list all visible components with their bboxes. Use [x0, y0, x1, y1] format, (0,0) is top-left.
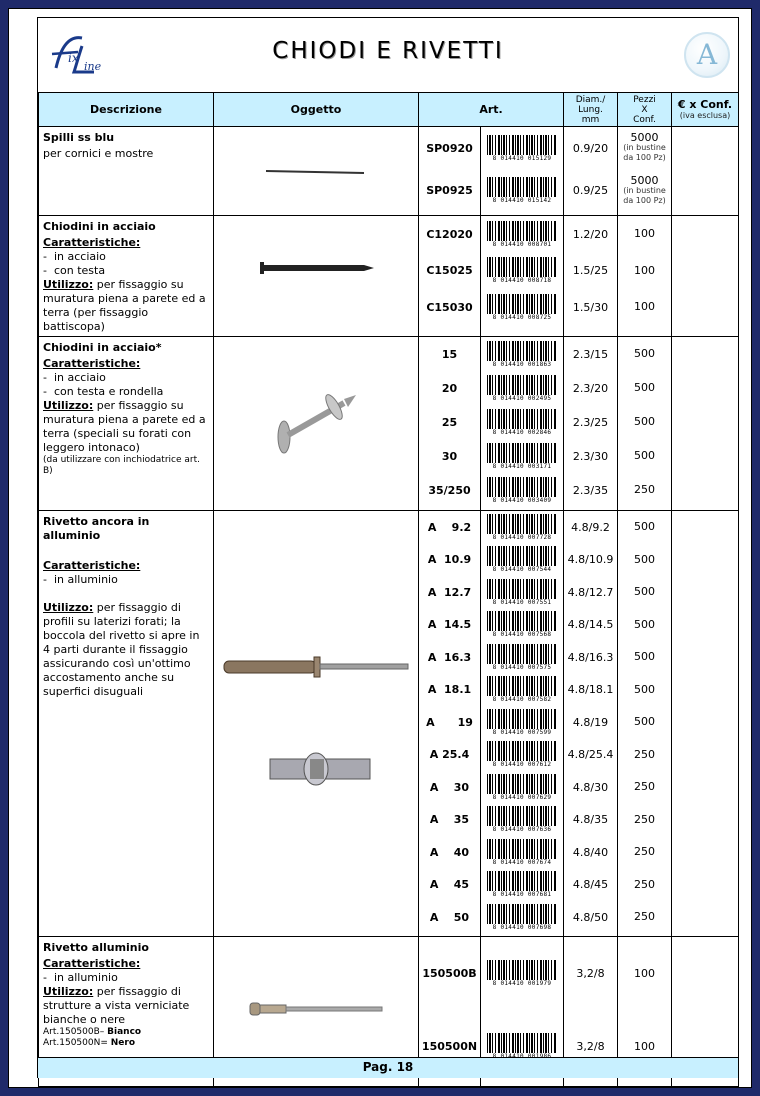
pieces-column: [618, 511, 672, 937]
col-oggetto: Oggetto: [214, 93, 419, 127]
barcode-icon: [487, 806, 557, 826]
pieces-per-pack: 500: [634, 617, 655, 631]
pieces-per-pack: 5000 (in bustine da 100 Pz): [618, 169, 671, 212]
barcode: [481, 739, 563, 772]
pieces-per-pack: 250: [634, 812, 655, 826]
article-code: A 12.7: [427, 585, 472, 599]
barcode-icon: [487, 709, 557, 729]
barcode: [481, 544, 563, 577]
barcode: [481, 216, 563, 252]
barcode: [481, 289, 563, 325]
article-code: A 35: [429, 813, 470, 827]
barcode-number: 8 014410 015142: [492, 197, 552, 204]
diameter-length: 3,2/8: [576, 967, 605, 980]
col-euro: € x Conf. (iva esclusa): [672, 93, 739, 127]
article-code: A 25.4: [429, 748, 470, 762]
product-group-row: [39, 337, 739, 511]
diameter-length: 2.3/15: [572, 347, 609, 361]
barcode-number: 8 014410 008718: [492, 277, 552, 284]
product-group-row: [39, 127, 739, 216]
barcode-number: 8 014410 003171: [492, 462, 552, 470]
pieces-per-pack: 500: [634, 552, 655, 566]
product-title: Rivetto alluminio: [43, 941, 149, 954]
product-title: Chiodini in acciaio*: [43, 341, 162, 354]
barcode-number: 8 014410 007575: [492, 663, 552, 671]
barcode-number: 8 014410 008725: [492, 313, 552, 321]
barcode-column: [481, 127, 564, 216]
barcode-number: 8 014410 007728: [492, 533, 552, 541]
diameter-length: 4.8/45: [572, 878, 609, 892]
barcode-number: 8 014410 008701: [492, 240, 552, 248]
barcode-icon: [487, 294, 557, 314]
barcode-number: 8 014410 007636: [492, 826, 552, 834]
article-code: 35/250: [428, 483, 471, 497]
barcode-column: [481, 337, 564, 511]
article-code: C15030: [426, 300, 473, 314]
feature-item: - con testa e rondella: [43, 385, 164, 398]
diameter-column: [564, 511, 618, 937]
barcode-icon: [487, 257, 557, 277]
diameter-length: 1.2/20: [572, 227, 609, 241]
article-code: 150500N: [421, 1040, 478, 1053]
features-label: Caratteristiche:: [43, 559, 141, 572]
barcode: [481, 937, 563, 1010]
product-table: [38, 92, 739, 1087]
price-cell: [672, 216, 739, 337]
diameter-length: 4.8/50: [572, 910, 609, 924]
product-image-cell: [214, 337, 419, 511]
barcode: [481, 674, 563, 707]
product-group-row: [39, 511, 739, 937]
barcode-icon: [487, 477, 557, 497]
article-code: SP0920: [426, 141, 473, 155]
barcode-number: 8 014410 007568: [492, 631, 552, 639]
diameter-length: 2.3/20: [572, 381, 609, 395]
product-group-row: [39, 216, 739, 337]
product-description: [39, 127, 214, 216]
barcode-number: 8 014410 007612: [492, 761, 552, 769]
usage-text: Utilizzo: per fissaggio su muratura piena a parete ed a terra (speciali su forati con leggero intonaco): [43, 399, 206, 454]
barcode: [481, 771, 563, 804]
barcode-icon: [487, 375, 557, 395]
pieces-per-pack: 250: [634, 910, 655, 923]
barcode-icon: [487, 960, 557, 980]
product-title: Rivetto ancora in alluminio: [43, 515, 150, 542]
pieces-per-pack: 500: [634, 449, 655, 462]
barcode: [481, 473, 563, 507]
pieces-per-pack: 100: [634, 227, 655, 240]
barcode: [481, 169, 563, 212]
article-code: 25: [441, 415, 458, 429]
diameter-length: 4.8/19: [572, 715, 609, 729]
barcode: [481, 127, 563, 169]
article-code: A 18.1: [427, 683, 472, 697]
barcode-icon: [487, 904, 557, 924]
barcode-number: 8 014410 007698: [492, 923, 552, 931]
barcode-icon: [487, 514, 557, 534]
pieces-per-pack: 500: [634, 585, 655, 599]
barcode: [481, 901, 563, 933]
barcode-number: 8 014410 015129: [492, 154, 552, 162]
barcode-icon: [487, 644, 557, 664]
product-title: Spilli ss blu: [43, 131, 115, 144]
article-code: C12020: [426, 227, 473, 241]
article-code: A 9.2: [427, 520, 472, 534]
article-code: A 14.5: [427, 618, 472, 632]
barcode-icon: [487, 1033, 557, 1053]
diameter-length: 2.3/30: [572, 449, 609, 463]
pieces-per-pack: 500: [634, 381, 655, 394]
barcode: [481, 371, 563, 405]
article-code: C15025: [426, 264, 473, 277]
diameter-length: 4.8/18.1: [567, 683, 614, 697]
barcode-icon: [487, 871, 557, 891]
barcode-column: [481, 511, 564, 937]
page-title: CHIODI E RIVETTI: [272, 38, 504, 64]
barcode-number: 8 014410 007599: [492, 728, 552, 736]
diameter-length: 4.8/9.2: [571, 520, 610, 534]
article-code: SP0925: [426, 184, 473, 197]
article-code-column: [419, 216, 481, 337]
pieces-per-pack: 500: [634, 415, 655, 428]
diameter-column: [564, 127, 618, 216]
barcode: [481, 337, 563, 371]
barcode-icon: [487, 443, 557, 463]
anchor-rivet-image: [214, 511, 418, 933]
diameter-length: 4.8/10.9: [567, 553, 614, 567]
catalog-page: [8, 8, 752, 1088]
product-description: [39, 511, 214, 937]
product-description: [39, 337, 214, 511]
barcode: [481, 641, 563, 674]
article-color-note: Art.150500B– Bianco: [43, 1027, 142, 1037]
barcode: [481, 405, 563, 439]
diameter-length: 1.5/30: [572, 300, 609, 314]
barcode: [481, 706, 563, 739]
barcode-icon: [487, 579, 557, 599]
article-code: 30: [441, 449, 458, 463]
article-code: 150500B: [422, 967, 477, 980]
barcode-number: 8 014410 003409: [492, 496, 552, 504]
diameter-column: [564, 337, 618, 511]
pieces-per-pack: 100: [634, 300, 655, 313]
usage-text: Utilizzo: per fissaggio su muratura piena a parete ed a terra (per fissaggio battiscopa): [43, 278, 206, 333]
barcode-number: 8 014410 001979: [492, 980, 552, 987]
article-color-note: Art.150500N= Nero: [43, 1038, 136, 1048]
article-code: A 30: [429, 780, 470, 794]
diameter-length: 4.8/12.7: [567, 585, 614, 599]
feature-item: - in acciaio: [43, 250, 106, 263]
pieces-per-pack: 5000 (in bustine da 100 Pz): [618, 127, 671, 169]
pieces-per-pack: 250: [634, 780, 655, 794]
article-code: 15: [441, 347, 458, 361]
pieces-column: [618, 127, 672, 216]
barcode-icon: [487, 676, 557, 696]
article-code: 20: [441, 381, 458, 395]
feature-item: - in alluminio: [43, 971, 118, 984]
barcode-number: 8 014410 007629: [492, 793, 552, 801]
feature-item: - in alluminio: [43, 573, 118, 586]
diameter-length: 4.8/30: [572, 780, 609, 794]
product-image-cell: [214, 127, 419, 216]
page-frame: [37, 17, 739, 1078]
svg-text:ine: ine: [84, 60, 102, 73]
pin-image: [214, 127, 418, 212]
description-line: per cornici e mostre: [43, 147, 154, 160]
pieces-column: [618, 216, 672, 337]
page-footer: Pag. 18: [38, 1057, 738, 1078]
diameter-length: 0.9/25: [572, 184, 609, 197]
diameter-length: 4.8/14.5: [567, 618, 614, 632]
barcode-number: 8 014410 007551: [492, 598, 552, 606]
diameter-length: 4.8/35: [572, 813, 609, 827]
barcode: [481, 252, 563, 289]
pieces-per-pack: 100: [634, 263, 655, 277]
feature-item: - con testa: [43, 264, 106, 277]
article-code: A 16.3: [427, 650, 472, 664]
table-header-row: [39, 93, 739, 127]
pieces-per-pack: 500: [634, 520, 655, 534]
price-cell: [672, 337, 739, 511]
barcode: [481, 836, 563, 869]
svg-text:ix: ix: [68, 51, 79, 65]
col-art: Art.: [419, 93, 564, 127]
barcode: [481, 511, 563, 544]
article-code-column: [419, 511, 481, 937]
barcode: [481, 439, 563, 473]
pieces-note: (in bustine da 100 Pz): [623, 185, 666, 205]
barcode-number: 8 014410 002846: [492, 428, 552, 436]
pieces-per-pack: 500: [634, 682, 655, 696]
barcode-number: 8 014410 007681: [492, 891, 552, 899]
diameter-length: 4.8/25.4: [567, 748, 614, 762]
barcode: [481, 609, 563, 642]
barcode: [481, 869, 563, 902]
article-code: A 40: [429, 845, 470, 859]
product-image-cell: [214, 511, 419, 937]
barcode-column: [481, 216, 564, 337]
barcode-icon: [487, 341, 557, 361]
barcode-icon: [487, 177, 557, 197]
col-pezzi: Pezzi X Conf.: [618, 93, 672, 127]
diameter-length: 2.3/25: [572, 415, 609, 429]
article-code: A 19: [426, 715, 473, 729]
features-label: Caratteristiche:: [43, 957, 141, 970]
diameter-column: [564, 216, 618, 337]
price-cell: [672, 511, 739, 937]
pieces-per-pack: 100: [634, 966, 655, 980]
product-description: [39, 216, 214, 337]
barcode-icon: [487, 546, 557, 566]
pieces-per-pack: 250: [634, 483, 655, 496]
diameter-length: 4.8/16.3: [567, 650, 614, 664]
diameter-length: 0.9/20: [572, 141, 609, 155]
features-label: Caratteristiche:: [43, 357, 141, 370]
barcode-number: 8 014410 007544: [492, 566, 552, 574]
barcode-icon: [487, 741, 557, 761]
barcode-number: 8 014410 002495: [492, 394, 552, 402]
feature-item: - in acciaio: [43, 371, 106, 384]
product-image-cell: [214, 216, 419, 337]
product-title: Chiodini in acciaio: [43, 220, 156, 233]
pieces-per-pack: 500: [634, 715, 655, 729]
barcode-icon: [487, 839, 557, 859]
diameter-length: 4.8/40: [572, 845, 609, 859]
price-cell: [672, 127, 739, 216]
article-code-column: [419, 337, 481, 511]
barcode-icon: [487, 611, 557, 631]
diameter-length: 2.3/35: [572, 483, 609, 497]
pieces-column: [618, 337, 672, 511]
pieces-per-pack: 500: [634, 650, 655, 664]
pieces-per-pack: 250: [634, 877, 655, 891]
a-badge-icon: A: [684, 32, 730, 78]
col-diam: Diam./ Lung. mm: [564, 93, 618, 127]
article-code: A 50: [429, 910, 470, 924]
usage-note: (da utilizzare con inchiodatrice art. B): [43, 455, 200, 476]
pieces-per-pack: 250: [634, 845, 655, 859]
usage-text: Utilizzo: per fissaggio di strutture a vista verniciate bianche o nere: [43, 985, 190, 1026]
pieces-per-pack: 250: [634, 747, 655, 761]
col-descrizione: Descrizione: [39, 93, 214, 127]
pieces-per-pack: 500: [634, 347, 655, 360]
article-code: A 10.9: [427, 553, 472, 567]
barcode: [481, 804, 563, 837]
diameter-length: 1.5/25: [572, 264, 609, 277]
article-code: A 45: [429, 878, 470, 892]
diameter-length: 3,2/8: [576, 1040, 605, 1053]
nail-washer-image: [214, 337, 418, 507]
nail-image: [214, 216, 418, 325]
barcode-icon: [487, 135, 557, 155]
barcode-icon: [487, 774, 557, 794]
barcode-icon: [487, 409, 557, 429]
barcode-number: 8 014410 007674: [492, 858, 552, 866]
barcode-number: 8 014410 001863: [492, 360, 552, 368]
article-code-column: [419, 127, 481, 216]
features-label: Caratteristiche:: [43, 236, 141, 249]
usage-text: Utilizzo: per fissaggio di profili su laterizi forati; la boccola del rivetto si apre in 4 parti durante il fissaggio assicurando così un'ottimo accostamento anche su superfici disuguali: [43, 601, 200, 698]
barcode-icon: [487, 221, 557, 241]
page-header: [38, 18, 738, 92]
pieces-note: (in bustine da 100 Pz): [623, 143, 666, 162]
pieces-per-pack: 100: [634, 1039, 655, 1053]
barcode-number: 8 014410 007582: [492, 696, 552, 704]
barcode: [481, 576, 563, 609]
